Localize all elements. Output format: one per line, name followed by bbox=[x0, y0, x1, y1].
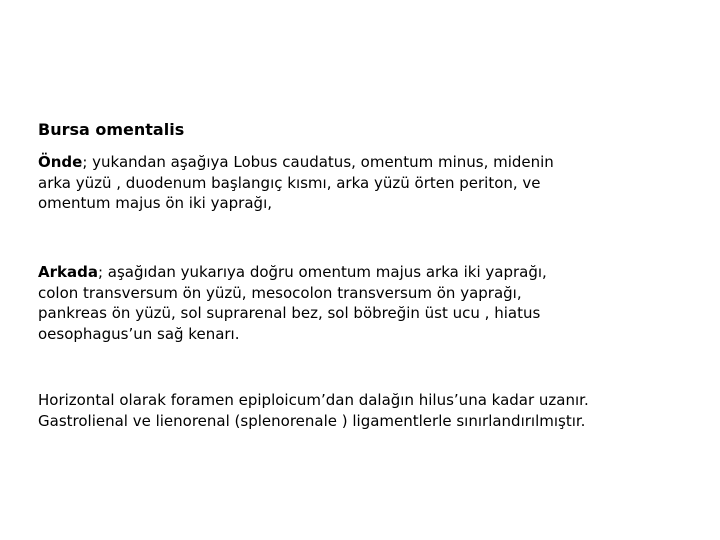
back-lead-term: Arkada bbox=[38, 263, 98, 281]
back-line-3: pankreas ön yüzü, sol suprarenal bez, sol böbreğin üst ucu , hiatus bbox=[38, 304, 541, 322]
front-lead-term: Önde bbox=[38, 153, 83, 171]
front-line-2: arka yüzü , duodenum başlangıç kısmı, arka yüzü örten periton, ve bbox=[38, 173, 541, 192]
front-boundary-paragraph bbox=[38, 152, 554, 214]
back-line-1-text: ; aşağıdan yukarıya doğru omentum majus arka iki yaprağı, bbox=[97, 263, 547, 281]
back-line-2: colon transversum ön yüzü, mesocolon transversum ön yaprağı, bbox=[38, 283, 522, 302]
back-line-1 bbox=[38, 262, 547, 283]
horizontal-line-1: Horizontal olarak foramen epiploicum’dan dalağın hilus’una kadar uzanır. bbox=[38, 391, 589, 409]
front-line-1-text: ; yukandan aşağıya Lobus caudatus, omentum minus, midenin bbox=[82, 153, 554, 171]
back-line-4: oesophagus’un sağ kenarı. bbox=[38, 324, 240, 343]
horizontal-line-2: Gastrolienal ve lienorenal (splenorenale ) ligamentlerle sınırlandırılmıştır. bbox=[38, 411, 586, 430]
slide-heading: Bursa omentalis bbox=[38, 120, 185, 139]
front-line-3: omentum majus ön iki yaprağı, bbox=[38, 194, 273, 212]
back-boundary-paragraph bbox=[38, 262, 547, 344]
horizontal-extent-paragraph bbox=[38, 390, 589, 431]
front-line-1 bbox=[38, 152, 554, 173]
